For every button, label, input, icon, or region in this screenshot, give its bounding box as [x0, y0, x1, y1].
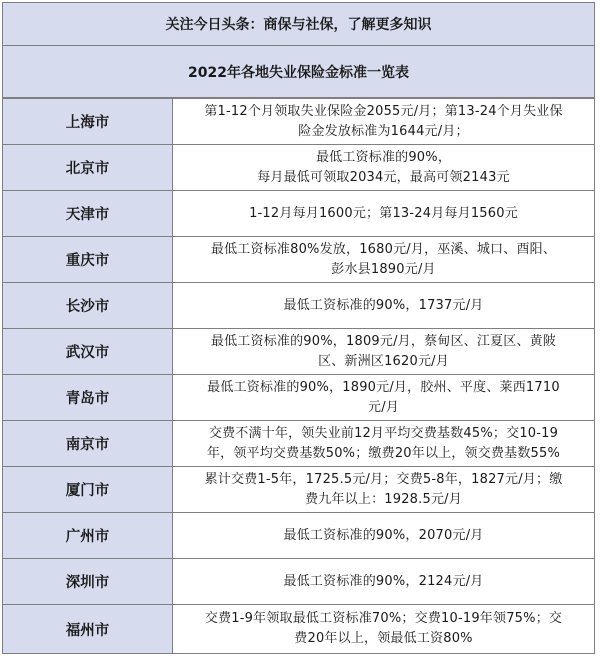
table-row	[3, 605, 595, 654]
table-row	[3, 467, 595, 513]
table-row	[3, 513, 595, 559]
description-line: 最低工资标准80%发放，1680元/月，巫溪、城口、酉阳、	[210, 241, 557, 257]
description-line: 元/月	[368, 399, 399, 415]
city-cell: 厦门市	[3, 467, 173, 513]
description-line: 费九年以上：1928.5元/月	[305, 491, 462, 507]
table-row	[3, 145, 595, 191]
description-line: 每月最低可领取2034元，最高可领2143元	[257, 169, 510, 185]
benefit-description-cell	[173, 559, 595, 605]
table-row	[3, 99, 595, 145]
city-cell: 上海市	[3, 99, 173, 145]
table-row	[3, 329, 595, 375]
table-row	[3, 559, 595, 605]
description-line: 交费1-9年领取最低工资标准70%；交费10-19年领75%；交	[204, 611, 563, 626]
description-line: 最低工资标准的90%，2124元/月	[283, 573, 484, 589]
table-title-row	[2, 46, 595, 98]
description-line: 交费不满十年，领失业前12月平均交费基数45%；交10-19	[208, 425, 559, 441]
table-row	[3, 191, 595, 237]
table-row	[3, 237, 595, 283]
benefit-description-cell	[173, 283, 595, 329]
city-cell: 南京市	[3, 421, 173, 467]
description-line: 区、新洲区1620元/月	[318, 353, 449, 369]
city-cell: 武汉市	[3, 329, 173, 375]
table-title: 2022年各地失业保险金标准一览表	[188, 64, 409, 81]
city-cell: 深圳市	[3, 559, 173, 605]
description-line: 最低工资标准的90%，	[315, 149, 452, 165]
city-cell: 北京市	[3, 145, 173, 191]
header-banner	[2, 2, 595, 46]
city-cell: 广州市	[3, 513, 173, 559]
benefit-description-cell	[173, 421, 595, 467]
header-text: 关注今日头条：商保与社保，了解更多知识	[165, 17, 432, 33]
city-cell: 天津市	[3, 191, 173, 237]
description-line: 累计交费1-5年，1725.5元/月；交费5-8年，1827元/月；缴	[204, 471, 563, 487]
description-line: 费20年以上，领最低工资80%	[294, 631, 473, 646]
description-line: 最低工资标准的90%，1809元/月，蔡甸区、江夏区、黄陂	[210, 333, 557, 349]
document-sheet	[2, 2, 595, 654]
table-row	[3, 283, 595, 329]
description-line: 彭水县1890元/月	[331, 261, 436, 277]
benefit-description-cell	[173, 513, 595, 559]
benefit-description-cell	[173, 605, 595, 654]
table-row	[3, 421, 595, 467]
table-row	[3, 375, 595, 421]
description-line: 最低工资标准的90%，2070元/月	[283, 527, 484, 543]
benefit-description-cell	[173, 329, 595, 375]
benefit-description-cell	[173, 237, 595, 283]
description-line: 最低工资标准的90%，1737元/月	[283, 297, 484, 313]
benefit-description-cell	[173, 145, 595, 191]
benefit-description-cell	[173, 375, 595, 421]
city-cell: 长沙市	[3, 283, 173, 329]
city-cell: 福州市	[3, 605, 173, 654]
description-line: 险金发放标准为1644元/月；	[298, 123, 469, 139]
description-line: 最低工资标准的90%，1890元/月，胶州、平度、莱西1710	[207, 379, 560, 395]
description-line: 年，领平均交费基数50%；缴费20年以上，领交费基数55%	[206, 445, 561, 461]
city-cell: 重庆市	[3, 237, 173, 283]
benefit-description-cell	[173, 467, 595, 513]
benefit-table	[2, 98, 595, 654]
benefit-description-cell	[173, 191, 595, 237]
description-line: 1-12月每月1600元；第13-24月每月1560元	[249, 205, 518, 221]
benefit-description-cell	[173, 99, 595, 145]
description-line: 第1-12个月领取失业保险金2055元/月；第13-24个月失业保	[204, 103, 563, 119]
city-cell: 青岛市	[3, 375, 173, 421]
